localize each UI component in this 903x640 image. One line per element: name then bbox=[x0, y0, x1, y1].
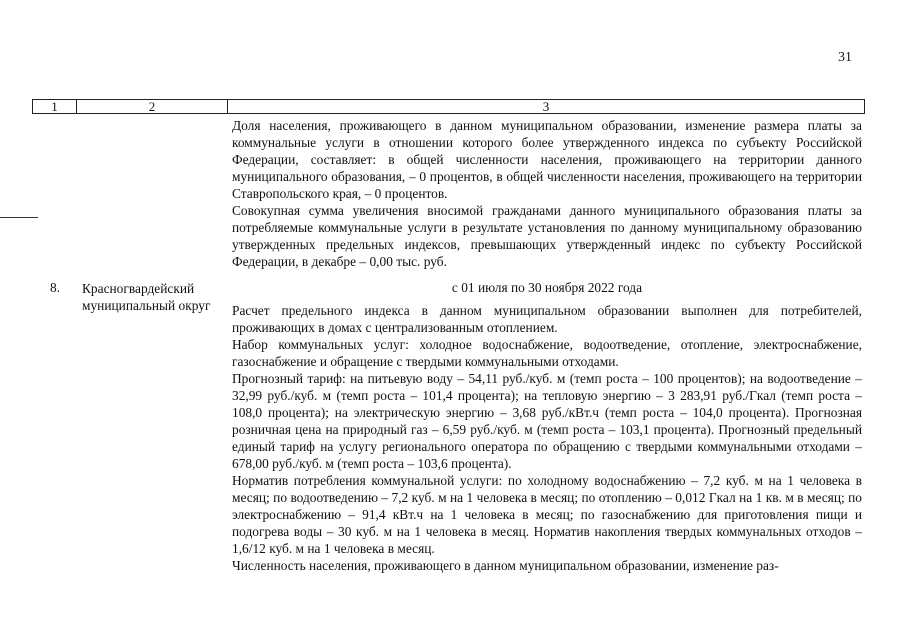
margin-line bbox=[0, 217, 38, 218]
population-share-paragraph: Доля населения, проживающего в данном муниципальном образовании, изменение размера платы за коммунальные услуги в отношении которого более утвержденного индекса по субъекту Российской Федерации, составляет: в общей численности населения, проживающего на территории данного муниципального образования, – 0 процентов, в общей численности населения, проживающего на территории Ставропольского края, – 0 процентов. bbox=[232, 118, 862, 201]
consumption-norm-paragraph: Норматив потребления коммунальной услуги: по холодному водоснабжению – 7,2 куб. м на 1 человека в месяц; по водоотведению – 7,2 куб. м на 1 человека в месяц; по отоплению – 0,012 Гкал на 1 кв. м в месяц; по электроснабжению – 91,4 кВт.ч на 1 человека в месяц; по газоснабжению для приготовления пищи и подогрева воды – 30 куб. м на 1 человека в месяц. Норматив накопления твердых коммунальных отходов – 1,6/12 куб. м на 1 человека в месяц. bbox=[232, 473, 862, 556]
period-heading: с 01 июля по 30 ноября 2022 года bbox=[451, 280, 643, 295]
previous-entry-text bbox=[232, 117, 862, 270]
total-increase-paragraph: Совокупная сумма увеличения вносимой гражданами данного муниципального образования платы за потребляемые коммунальные услуги в результате установления по данному муниципальному образованию утвержденных предельных индексов, превышающих утвержденный индекс по субъекту Российской Федерации, в декабре – 0,00 тыс. руб. bbox=[232, 203, 862, 269]
column-header-2: 2 bbox=[77, 100, 228, 113]
tariff-paragraph: Прогнозный тариф: на питьевую воду – 54,11 руб./куб. м (темп роста – 100 процентов); на водоотведение – 32,99 руб./куб. м (темп роста – 101,4 процента); на тепловую энергию – 3 283,91 руб./Гкал (темп роста – 108,0 процента); на электрическую энергию – 3,68 руб./кВт.ч (темп роста – 104,0 процента). Прогнозная розничная цена на природный газ – 6,59 руб./куб. м (темп роста – 103,1 процента). Прогнозный предельный единый тариф на услугу регионального оператора по обращению с твердыми коммунальными отходами – 678,00 руб./куб. м (темп роста – 103,6 процента). bbox=[232, 371, 862, 471]
services-set-paragraph: Набор коммунальных услуг: холодное водоснабжение, водоотведение, отопление, электроснабжение, газоснабжение и обращение с твердыми коммунальными отходами. bbox=[232, 337, 862, 369]
column-header-3: 3 bbox=[542, 99, 550, 114]
column-header-1: 1 bbox=[33, 100, 77, 113]
table-header-row bbox=[32, 99, 865, 114]
page-number: 31 bbox=[838, 50, 852, 65]
entry-text bbox=[232, 302, 862, 574]
calculation-paragraph: Расчет предельного индекса в данном муниципальном образовании выполнен для потребителей, проживающих в домах с централизованным отоплением. bbox=[232, 303, 862, 335]
population-paragraph: Численность населения, проживающего в данном муниципальном образовании, изменение раз- bbox=[232, 558, 779, 573]
municipality-name: Красногвардейский муниципальный округ bbox=[82, 281, 211, 313]
entry-number: 8. bbox=[50, 280, 61, 295]
